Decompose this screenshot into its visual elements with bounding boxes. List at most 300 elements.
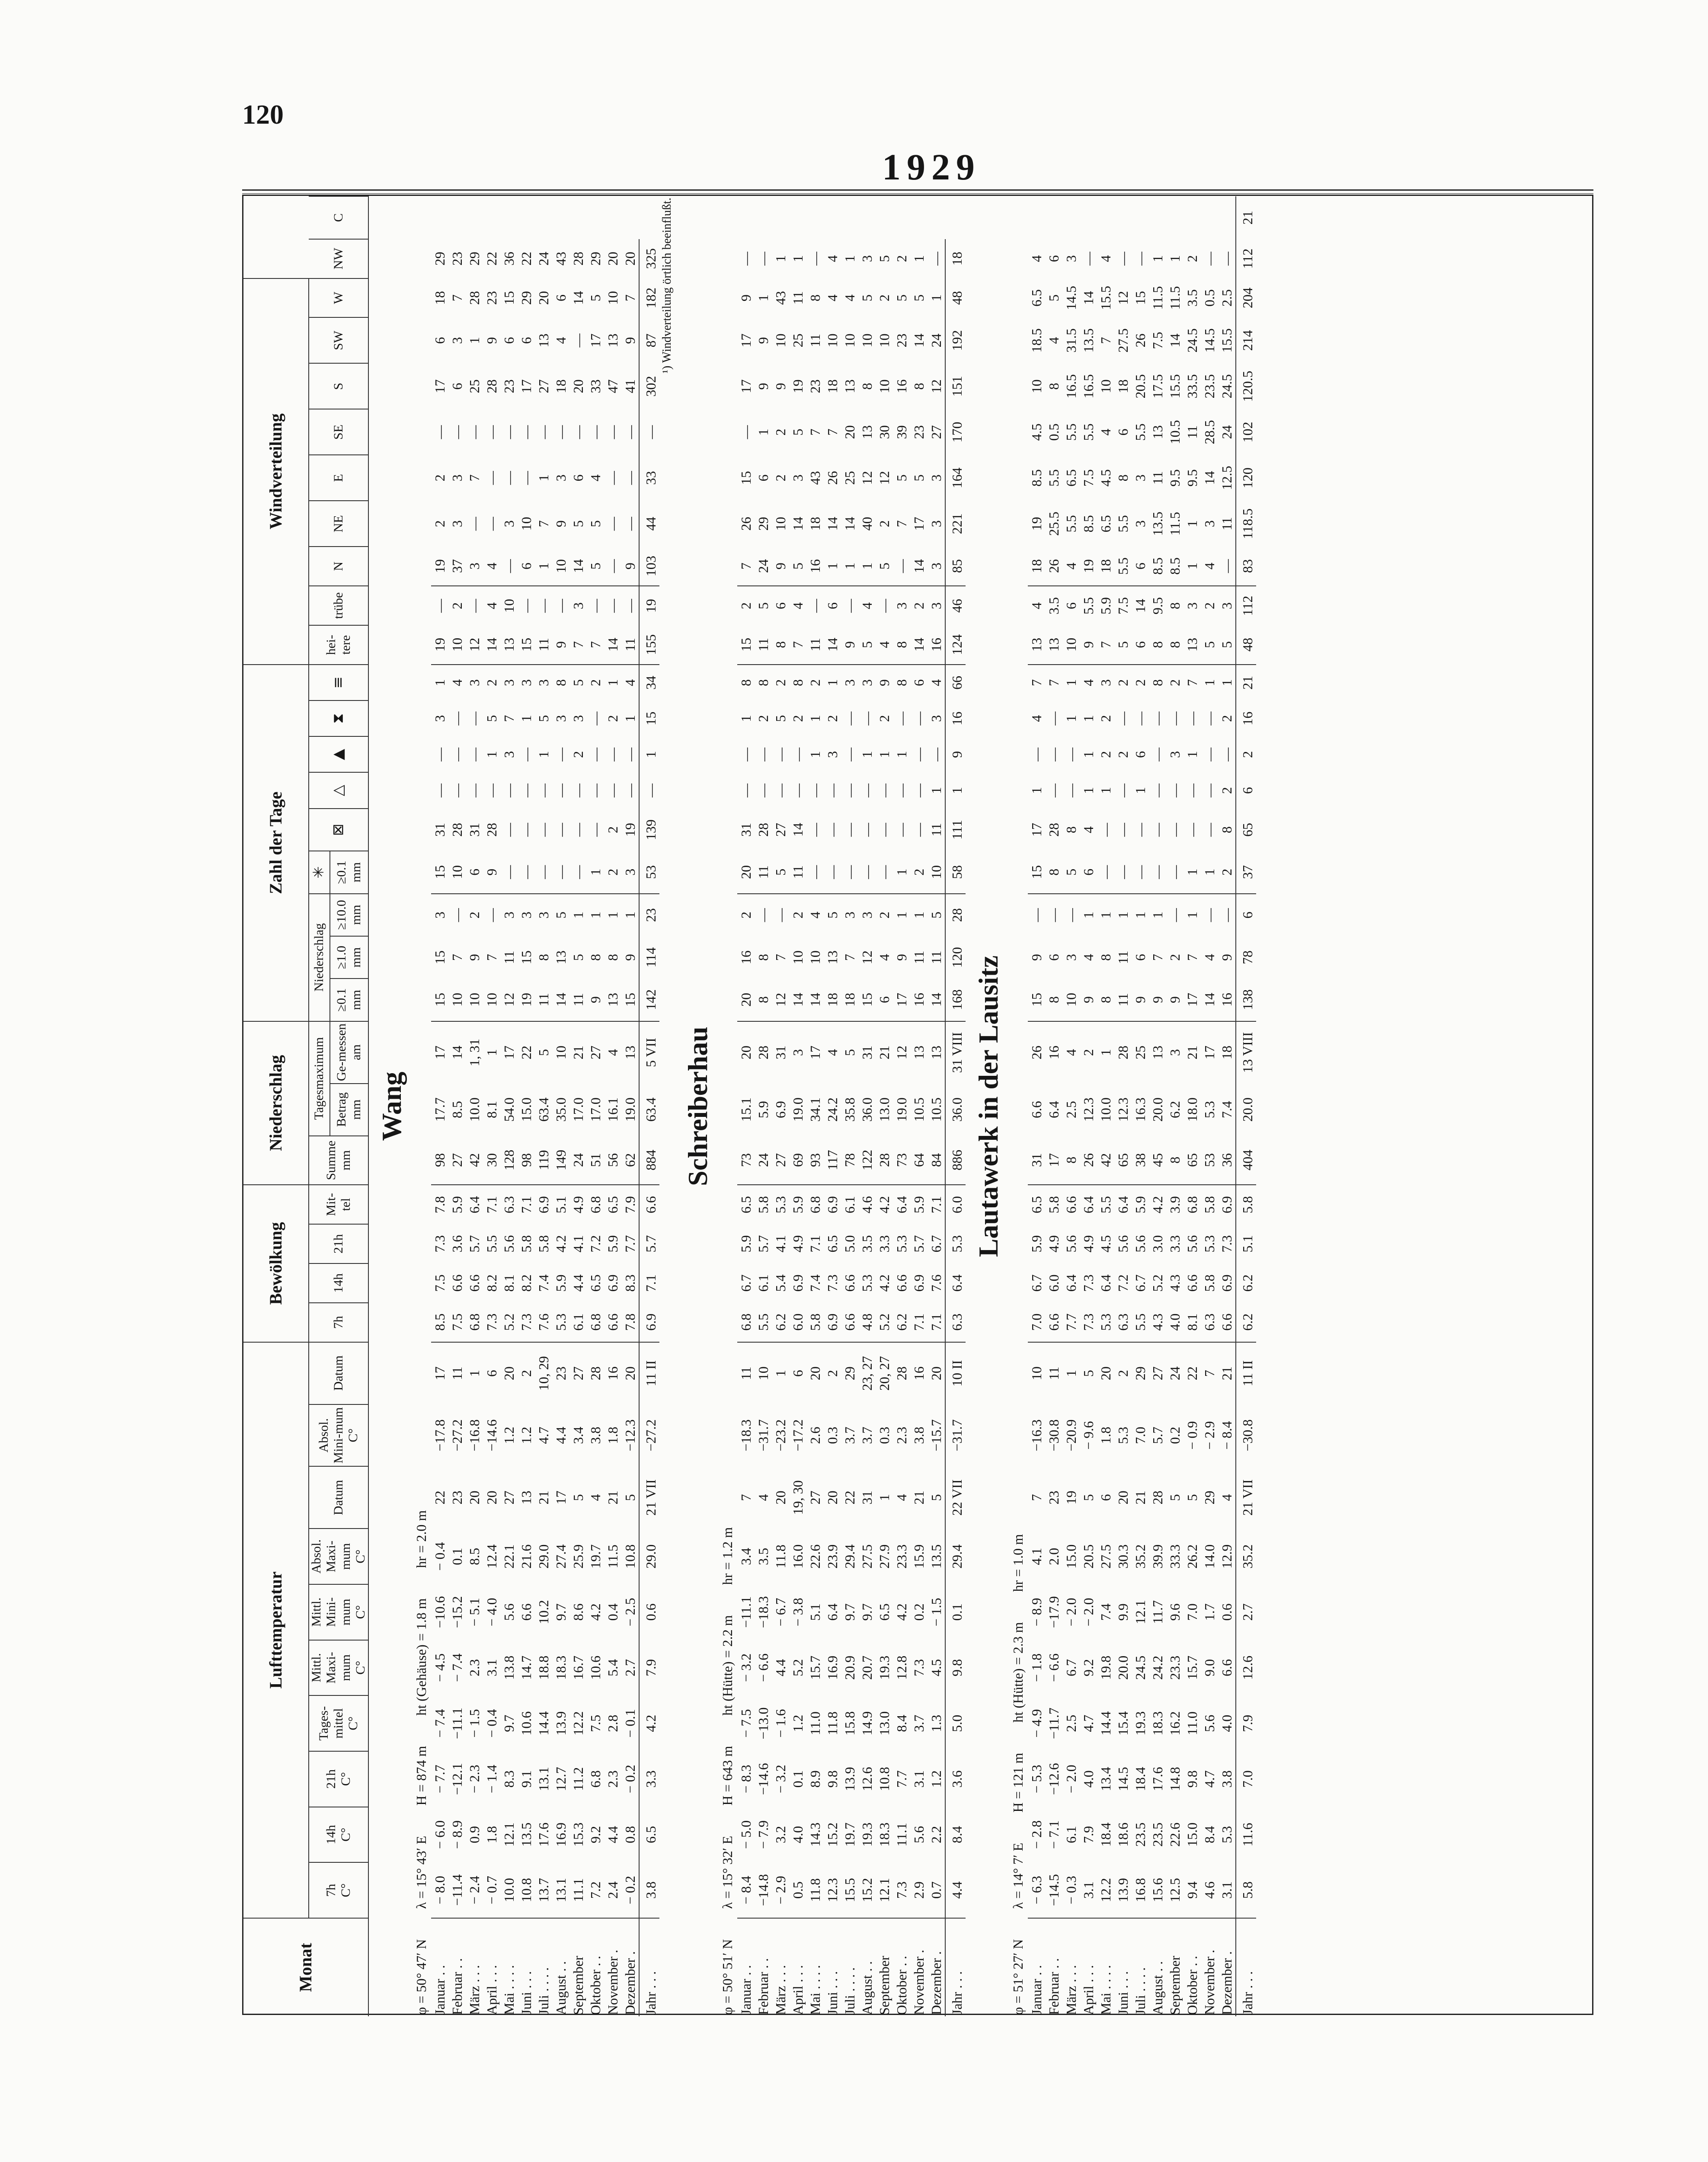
table-cell: — <box>1062 894 1080 936</box>
table-cell: 24 <box>1219 425 1235 439</box>
table-cell: 63.4 <box>536 1097 551 1122</box>
table-cell: 39.9 <box>1150 1544 1165 1569</box>
table-cell: 149 <box>553 1149 569 1171</box>
table-cell: 15 <box>1132 291 1148 305</box>
table-cell: 3.3 <box>1167 1235 1183 1253</box>
table-cell: 44 <box>639 501 659 547</box>
table-cell: 4 <box>825 294 840 301</box>
table-cell: 3.8 <box>639 1862 659 1918</box>
table-cell: 5 <box>570 954 586 961</box>
table-cell: 4.1 <box>773 1235 788 1253</box>
table-cell: — <box>448 894 466 936</box>
table-cell: 14 <box>570 291 586 305</box>
table-cell: 4.7 <box>1202 1770 1217 1788</box>
year-row <box>639 196 659 2016</box>
table-cell: 5 <box>570 520 586 528</box>
table-cell: 9 <box>755 383 771 390</box>
table-cell: 1 <box>431 665 448 700</box>
col-wind-sw: SW <box>309 317 368 363</box>
table-cell: − 1.6 <box>773 1709 788 1738</box>
table-cell: 2.4 <box>605 1881 621 1899</box>
table-cell: 118.5 <box>1236 501 1256 547</box>
station-geo-row <box>717 196 737 2016</box>
table-cell: −11.1 <box>449 1708 465 1739</box>
table-cell: 25 <box>1132 1021 1149 1084</box>
table-cell: 8.5 <box>1081 515 1096 533</box>
table-cell: 3 <box>431 894 448 936</box>
table-cell: 10 <box>825 333 840 348</box>
table-cell: 15 <box>518 637 534 652</box>
table-cell: 10 II <box>945 1342 966 1404</box>
table-cell: 37 <box>1236 851 1256 893</box>
table-cell: 19 <box>1063 1490 1079 1505</box>
table-cell: 5.3 <box>1202 1235 1217 1253</box>
table-cell: 2 <box>790 715 806 722</box>
table-cell: 5 <box>570 1494 586 1501</box>
table-cell: 10.0 <box>501 1878 517 1903</box>
station-ht: ht (Gehäuse) = 1.8 m <box>413 1598 429 1716</box>
table-cell: 21 <box>569 1021 587 1084</box>
table-cell: 9.1 <box>518 1770 534 1788</box>
table-cell: 5 <box>484 715 499 722</box>
table-cell: — <box>518 471 534 485</box>
table-cell: 28 <box>570 252 586 266</box>
table-cell: 7.8 <box>622 1313 638 1331</box>
table-cell: 8.5 <box>1150 557 1165 575</box>
table-cell: − 5.0 <box>738 1820 754 1849</box>
table-cell: 4 <box>894 1494 909 1501</box>
table-cell: 11 <box>622 638 638 652</box>
table-cell: 3 <box>1063 954 1079 961</box>
table-cell: 5 <box>1219 641 1235 648</box>
table-cell: 13.5 <box>1081 328 1096 353</box>
table-cell: — <box>842 711 857 726</box>
table-cell: 6 <box>449 383 465 390</box>
table-cell: 10 <box>449 637 465 652</box>
table-cell: 9.8 <box>825 1770 840 1788</box>
table-row <box>841 196 858 2016</box>
table-cell: 886 <box>945 1136 966 1185</box>
table-cell: 14 <box>1167 333 1183 348</box>
table-cell: — <box>1184 822 1200 837</box>
table-cell: 7.3 <box>432 1235 448 1253</box>
table-cell: 11 <box>737 1342 755 1404</box>
table-cell: 16 <box>945 700 966 736</box>
table-cell: 2 <box>876 894 893 936</box>
table-cell: 5.5 <box>484 1235 499 1253</box>
table-cell: 7 <box>1098 337 1113 344</box>
month-label: August . . <box>552 1918 569 2016</box>
table-cell: 7.1 <box>928 1313 944 1331</box>
table-cell: 11 II <box>639 1342 659 1404</box>
table-cell: 4.2 <box>876 1274 892 1292</box>
table-row <box>535 196 552 2016</box>
table-cell: 1 <box>621 894 639 936</box>
table-cell: — <box>622 425 638 439</box>
table-cell: 5 <box>841 1021 858 1084</box>
table-cell: 11 II <box>1236 1342 1256 1404</box>
table-cell: 12.5 <box>1167 1878 1183 1903</box>
table-cell: 28 <box>755 822 771 837</box>
table-cell: 13.9 <box>1115 1878 1131 1903</box>
table-cell: 3.4 <box>570 1426 586 1444</box>
month-label: Dezember . <box>621 1918 639 2016</box>
table-cell: 102 <box>1236 409 1256 455</box>
table-cell: 2 <box>605 868 621 876</box>
table-cell: 17 <box>431 1342 448 1404</box>
table-cell: 24 <box>570 1153 586 1167</box>
table-cell: 2.3 <box>605 1770 621 1788</box>
table-cell: 20.0 <box>1150 1097 1165 1122</box>
table-cell: 17 <box>1201 1021 1218 1084</box>
table-cell: — <box>570 333 586 348</box>
table-cell: 11.8 <box>807 1878 823 1902</box>
table-cell: 4.5 <box>1098 469 1113 487</box>
table-cell: 5.8 <box>1202 1274 1217 1292</box>
table-cell: 8 <box>773 641 788 648</box>
table-cell: 7 <box>622 294 638 301</box>
table-cell: 13 <box>1150 425 1165 439</box>
table-cell: 3.1 <box>911 1770 927 1788</box>
table-cell: −16.3 <box>1029 1419 1044 1452</box>
table-cell: 5 <box>876 255 892 262</box>
table-cell: 8 <box>588 954 603 961</box>
table-cell: 8.5 <box>1167 557 1183 575</box>
table-cell: 2 <box>806 665 824 700</box>
table-cell: — <box>1045 894 1062 936</box>
table-cell: 1 <box>587 894 604 936</box>
table-cell: 4.4 <box>553 1426 569 1444</box>
table-cell: 2.7 <box>1236 1584 1256 1640</box>
table-cell: 16.5 <box>1063 374 1079 399</box>
table-row <box>876 196 893 2016</box>
table-cell: 8 <box>1115 474 1131 482</box>
table-cell: 9.4 <box>1184 1881 1200 1899</box>
table-cell: −14.6 <box>484 1419 499 1452</box>
table-cell: 884 <box>639 1136 659 1185</box>
table-cell: — <box>1132 711 1148 726</box>
table-cell: 19 <box>639 586 659 625</box>
table-cell: 4.0 <box>790 1826 806 1843</box>
table-cell: 2 <box>876 294 892 301</box>
table-cell: − 7.4 <box>432 1709 448 1738</box>
table-cell: 6 <box>1098 1494 1113 1501</box>
table-cell: 24.5 <box>1184 328 1200 353</box>
table-cell: 7.5 <box>588 1714 603 1732</box>
table-cell: 4 <box>755 1494 771 1501</box>
col-tagesmaximum: Tagesmaximum <box>309 1021 330 1136</box>
month-label: Januar . . <box>1028 1918 1045 2016</box>
table-cell: 2 <box>1080 1021 1097 1084</box>
table-cell: — <box>588 747 603 761</box>
table-cell: — <box>484 784 499 798</box>
table-cell: 3 <box>841 894 858 936</box>
table-cell: 10 <box>876 333 892 348</box>
col-truebe: trübe <box>309 586 368 625</box>
table-cell: 5.3 <box>859 1274 875 1292</box>
table-cell: 93 <box>807 1153 823 1167</box>
table-cell: 11 <box>1184 425 1200 439</box>
table-cell: 16 <box>1045 1021 1062 1084</box>
table-cell: — <box>1202 747 1217 761</box>
table-cell: 7 <box>536 520 551 528</box>
table-cell: 24.2 <box>825 1097 840 1122</box>
table-cell: 17 <box>738 333 754 348</box>
table-cell: 22 VII <box>945 1466 966 1529</box>
table-cell: 28 <box>587 1342 604 1404</box>
table-cell: 14.7 <box>518 1655 534 1680</box>
table-cell: 17 <box>1046 1153 1062 1167</box>
table-cell: 19.7 <box>588 1544 603 1569</box>
table-cell: 1 <box>807 751 823 758</box>
table-cell: — <box>859 822 875 837</box>
table-cell: — <box>755 784 771 798</box>
table-cell: 6 <box>1236 894 1256 936</box>
table-cell: 124 <box>945 625 966 665</box>
table-cell: − 3.2 <box>738 1653 754 1682</box>
table-cell: 8 <box>807 294 823 301</box>
table-cell: — <box>1028 894 1045 936</box>
table-cell: 6.2 <box>773 1313 788 1331</box>
table-cell: — <box>911 747 927 761</box>
table-cell: — <box>449 747 465 761</box>
table-cell: 5.7 <box>755 1235 771 1253</box>
table-cell: 13 <box>553 950 569 965</box>
footnote-row <box>659 196 675 2016</box>
col-wind-n: N <box>309 547 368 586</box>
table-cell: 10.5 <box>911 1097 927 1122</box>
table-cell: 13.1 <box>553 1878 569 1903</box>
table-cell: 5 <box>876 563 892 570</box>
table-cell: 9 <box>553 520 569 528</box>
table-cell: 5.3 <box>894 1235 909 1253</box>
table-cell: 8 <box>1098 996 1113 1003</box>
table-cell: 19 <box>1029 517 1044 531</box>
month-label: Oktober . . <box>1183 1918 1201 2016</box>
table-cell: 13 <box>605 333 621 348</box>
table-cell: 8 <box>1166 586 1183 625</box>
table-cell: 2 <box>518 1342 535 1404</box>
table-cell: 5 <box>928 894 945 936</box>
table-cell: 18 <box>825 379 840 393</box>
table-cell: — <box>449 425 465 439</box>
table-cell: 5.5 <box>1115 515 1131 533</box>
table-cell: 1 <box>1080 894 1097 936</box>
table-cell: 24.5 <box>1219 374 1235 399</box>
table-cell: 1 <box>588 868 603 876</box>
table-cell: 0.5 <box>1046 423 1062 441</box>
table-cell: 28 <box>467 291 482 305</box>
table-cell: 31 <box>859 1490 875 1505</box>
table-cell: 46 <box>945 586 966 625</box>
table-cell: 151 <box>945 363 966 409</box>
table-cell: — <box>738 425 754 439</box>
table-cell: 155 <box>639 625 659 665</box>
group-bewoelkung: Bewölkung <box>243 1185 309 1342</box>
table-cell: 37 <box>449 559 465 573</box>
table-cell: — <box>1218 894 1236 936</box>
table-cell: 58 <box>945 851 966 893</box>
table-cell: — <box>467 711 482 726</box>
table-cell: 14 <box>928 993 944 1007</box>
table-cell: 5.3 <box>945 1224 966 1263</box>
table-row <box>1149 196 1166 2016</box>
table-cell: 9 <box>1219 954 1235 961</box>
table-cell: 192 <box>945 317 966 363</box>
table-cell: 5.9 <box>1097 586 1114 625</box>
table-cell: 22.1 <box>501 1544 517 1569</box>
table-cell: −12.6 <box>1046 1763 1062 1795</box>
table-cell: 6.1 <box>755 1274 771 1292</box>
table-cell: 5.7 <box>911 1235 927 1253</box>
table-cell: 14.4 <box>1098 1711 1113 1736</box>
table-cell: — <box>1098 865 1113 879</box>
table-cell: 10 <box>1063 993 1079 1007</box>
table-cell: 3.8 <box>1219 1770 1235 1788</box>
table-cell: — <box>1150 784 1165 798</box>
table-cell: 21 <box>1183 1021 1201 1084</box>
table-cell: 7.9 <box>621 1185 639 1224</box>
table-row <box>1183 196 1201 2016</box>
table-cell: 5.0 <box>945 1695 966 1751</box>
table-cell: — <box>553 747 569 761</box>
table-cell: 8.4 <box>945 1807 966 1863</box>
table-cell: 6 <box>1132 954 1148 961</box>
table-cell: 7 <box>1098 641 1113 648</box>
table-cell: 3 <box>501 520 517 528</box>
table-cell: 7.3 <box>484 1313 499 1331</box>
table-cell: 1 <box>536 751 551 758</box>
table-cell: 1 <box>755 294 771 301</box>
table-cell: 85 <box>945 547 966 586</box>
table-cell: 10 <box>790 950 806 965</box>
table-cell: 15.7 <box>807 1655 823 1680</box>
table-cell: 12.1 <box>1132 1600 1148 1625</box>
table-cell: 5.3 <box>1202 1101 1217 1119</box>
table-cell: 11.6 <box>1236 1807 1256 1863</box>
table-cell: 3 <box>1063 255 1079 262</box>
table-cell: 142 <box>639 979 659 1021</box>
table-cell: − 2.4 <box>467 1876 482 1905</box>
month-label: Juni . . . <box>518 1918 535 2016</box>
table-cell: 35.0 <box>553 1097 569 1122</box>
table-cell: 5.8 <box>1236 1185 1256 1224</box>
table-cell: 21 <box>1236 665 1256 700</box>
table-cell: 17 <box>738 379 754 393</box>
table-cell: 16 <box>738 950 754 965</box>
table-cell: 28 <box>449 822 465 837</box>
table-row <box>1132 196 1149 2016</box>
table-cell: − 1.4 <box>484 1765 499 1794</box>
table-cell: 3 <box>432 715 448 722</box>
table-cell: 9 <box>588 996 603 1003</box>
table-cell: — <box>876 822 892 837</box>
table-cell: 78 <box>842 1153 857 1167</box>
table-cell: 19.0 <box>790 1097 806 1122</box>
table-cell: 8.5 <box>467 1548 482 1565</box>
table-cell: 5 <box>1202 641 1217 648</box>
table-cell: 2 <box>911 868 927 876</box>
table-cell: — <box>622 784 638 798</box>
year-heading: 1929 <box>882 146 981 188</box>
table-row <box>448 196 466 2016</box>
table-cell: — <box>588 425 603 439</box>
table-cell: 5.6 <box>1115 1235 1131 1253</box>
table-cell: 2 <box>876 520 892 528</box>
table-cell: 5 <box>552 894 569 936</box>
table-cell: 9 <box>894 954 909 961</box>
table-cell: 15.3 <box>570 1822 586 1847</box>
table-cell: − 8.4 <box>738 1876 754 1905</box>
table-cell: 5 <box>859 641 875 648</box>
table-cell: 5.1 <box>552 1185 569 1224</box>
table-cell: 28 <box>876 1153 892 1167</box>
table-cell: 6.9 <box>1219 1274 1235 1292</box>
table-cell: 4.4 <box>945 1862 966 1918</box>
table-cell: 3.4 <box>738 1548 754 1565</box>
table-cell: 47 <box>605 379 621 393</box>
table-cell: 4.4 <box>570 1274 586 1292</box>
table-cell: 31.5 <box>1063 328 1079 353</box>
table-cell: 3 <box>928 520 944 528</box>
table-cell: 12.4 <box>484 1544 499 1569</box>
table-cell: 6.3 <box>1115 1313 1131 1331</box>
table-cell: — <box>1219 747 1235 761</box>
table-cell: 5.9 <box>738 1235 754 1253</box>
table-cell: 8.5 <box>432 1313 448 1331</box>
table-cell: 34 <box>639 665 659 700</box>
table-cell: 5 VII <box>639 1021 659 1084</box>
table-cell: — <box>825 784 840 798</box>
table-cell: 1 <box>738 715 754 722</box>
table-cell: 4.4 <box>605 1826 621 1843</box>
table-cell: 7.9 <box>639 1640 659 1696</box>
table-cell: 17.0 <box>570 1097 586 1122</box>
table-cell: 5 <box>894 294 909 301</box>
table-cell: 78 <box>1236 936 1256 979</box>
table-cell: 19.3 <box>859 1822 875 1847</box>
table-cell: 6.5 <box>604 1185 621 1224</box>
table-cell: 8.1 <box>501 1274 517 1292</box>
table-cell: 3.6 <box>449 1235 465 1253</box>
table-cell: — <box>1115 822 1131 837</box>
table-cell: — <box>738 784 754 798</box>
table-cell: — <box>1063 784 1079 798</box>
table-cell: 10 <box>928 865 944 879</box>
table-cell: 13 <box>621 1021 639 1084</box>
table-cell: 20 <box>622 252 638 266</box>
table-cell: 18.3 <box>553 1655 569 1680</box>
table-cell: — <box>518 586 535 625</box>
table-cell: 9 <box>467 954 482 961</box>
table-cell: 9 <box>553 641 569 648</box>
table-cell: 6.9 <box>911 1274 927 1292</box>
table-cell: 5.9 <box>1132 1185 1149 1224</box>
table-cell: 35.2 <box>1236 1529 1256 1584</box>
table-cell: 20 <box>773 1490 788 1505</box>
table-cell: − 8.9 <box>449 1820 465 1849</box>
table-cell: −31.7 <box>945 1404 966 1467</box>
table-cell: — <box>1202 822 1217 837</box>
table-cell: 21 <box>1132 1490 1148 1505</box>
table-cell: 13.1 <box>536 1767 551 1791</box>
table-row <box>1218 196 1236 2016</box>
table-cell: 8 <box>737 665 755 700</box>
table-cell: — <box>605 784 621 798</box>
table-cell: 11.5 <box>1150 286 1165 310</box>
table-cell: 11 <box>790 291 806 305</box>
table-cell: 1.2 <box>501 1426 517 1444</box>
